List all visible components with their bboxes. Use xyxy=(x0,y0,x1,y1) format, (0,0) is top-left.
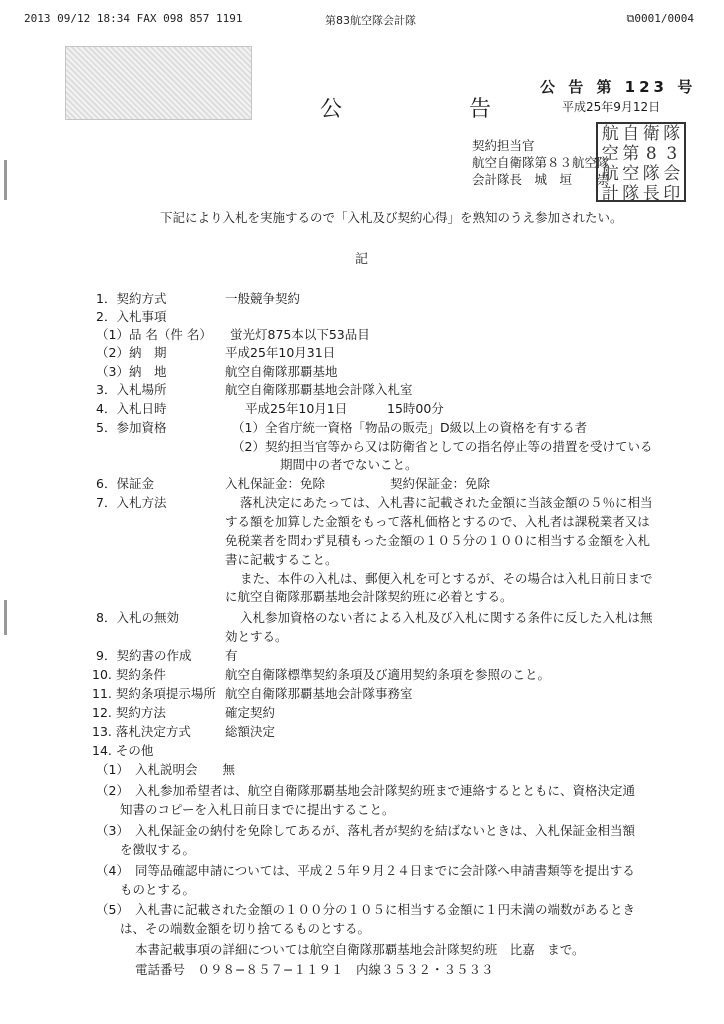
item-label: 12. 契約方法 xyxy=(92,705,166,720)
sub-item-label: （2）納 期 xyxy=(96,345,167,360)
item-value: 入札保証金：免除 xyxy=(225,476,326,491)
item-value: （1）全省庁統一資格「物品の販売」D級以上の資格を有する者 xyxy=(232,420,588,435)
item-value: 書に記載すること。 xyxy=(225,552,338,567)
seal-char: 会 xyxy=(663,164,681,184)
item-value: 蛍光灯875本以下53品目 xyxy=(230,327,370,342)
item-value: する額を加算した金額をもって落札価格とするので、入札者は課税業者又は xyxy=(225,514,650,529)
item-label: 7．入札方法 xyxy=(96,495,167,510)
list-number: （5） xyxy=(96,902,129,917)
item-value: 総額決定 xyxy=(225,724,276,739)
item-value: （2）契約担当官等から又は防衛省としての指名停止等の措置を受けている xyxy=(232,439,653,454)
page-title: 公 告 xyxy=(320,97,551,122)
item-value: また、本件の入札は、郵便入札を可とするが、その場合は入札日前日まで xyxy=(240,571,653,586)
intro-text: 下記により入札を実施するので「入札及び契約心得」を熟知のうえ参加されたい。 xyxy=(160,210,623,225)
item-label: 8．入札の無効 xyxy=(96,610,179,625)
item-label: 6．保証金 xyxy=(96,476,154,491)
sub-item-label: （3）納 地 xyxy=(96,364,167,379)
item-value: 航空自衛隊那覇基地 xyxy=(225,364,338,379)
seal-char: 隊 xyxy=(663,124,681,144)
item-value: 入札参加資格のない者による入札及び入札に関する条件に反した入札は無 xyxy=(240,610,653,625)
list-item: 知書のコピーを入札日前日までに提出すること。 xyxy=(120,802,395,817)
fax-timestamp: 2013 09/12 18:34 FAX 098 857 1191 xyxy=(24,12,243,25)
list-item: 入札参加希望者は、航空自衛隊那覇基地会計隊契約班まで連絡するとともに、資格決定通 xyxy=(135,783,636,798)
item-value: 航空自衛隊那覇基地会計隊入札室 xyxy=(225,382,413,397)
item-label: 10. 契約条件 xyxy=(92,667,166,682)
item-value: 平成25年10月1日 xyxy=(245,401,348,416)
seal-char: 衛 xyxy=(642,124,660,144)
item-value: に航空自衛隊那覇基地会計隊契約班に必着とする。 xyxy=(225,589,513,604)
item-value: 航空自衛隊那覇基地会計隊事務室 xyxy=(225,686,413,701)
seal-char: 第 xyxy=(622,144,640,164)
item-value: 平成25年10月31日 xyxy=(225,345,336,360)
seal-char: 航 xyxy=(601,164,619,184)
seal-char: 長 xyxy=(642,184,660,204)
item-label: 1．契約方式 xyxy=(96,291,167,306)
seal-char: 空 xyxy=(622,164,640,184)
item-label: 11. 契約条項提示場所 xyxy=(92,686,216,701)
notice-number: 公 告 第 123 号 xyxy=(540,78,697,96)
item-label: 13. 落札決定方式 xyxy=(92,724,191,739)
section-marker: 記 xyxy=(355,252,369,267)
phone-line: 電話番号 ０９８−８５７−１１９１ 内線３５３２・３５３３ xyxy=(135,962,494,977)
seal-char: 隊 xyxy=(642,164,660,184)
list-item: 入札書に記載された金額の１００分の１０５に相当する金額に１円未満の端数があるとき xyxy=(135,902,636,917)
item-value: 15時00分 xyxy=(387,401,444,416)
sub-item-label: （1）品 名（件 名） xyxy=(96,327,212,342)
seal-char: 計 xyxy=(601,184,619,204)
list-item: 入札保証金の納付を免除してあるが、落札者が契約を結ばないときは、入札保証金相当額 xyxy=(135,823,636,838)
item-label: 14. その他 xyxy=(92,743,154,758)
list-item: ものとする。 xyxy=(120,882,196,897)
item-value: 確定契約 xyxy=(225,705,276,720)
seal-char: 隊 xyxy=(622,184,640,204)
fax-sender: 第83航空隊会計隊 xyxy=(325,14,416,27)
item-label: 4．入札日時 xyxy=(96,401,167,416)
fax-page-count: ⧉0001/0004 xyxy=(626,12,694,25)
list-number: （1） xyxy=(96,762,129,777)
seal-char: 印 xyxy=(663,184,681,204)
list-item: 入札説明会 無 xyxy=(135,762,236,777)
item-value: 一般競争契約 xyxy=(225,291,301,306)
item-value: 免税業者を問わず見積もった金額の１０５分の１００に相当する金額を入札 xyxy=(225,533,651,548)
item-label: 2．入札事項 xyxy=(96,309,167,324)
list-number: （2） xyxy=(96,783,129,798)
seal-char: 3 xyxy=(666,144,678,164)
notice-date: 平成25年9月12日 xyxy=(562,100,661,114)
list-number: （3） xyxy=(96,823,129,838)
list-number: （4） xyxy=(96,863,129,878)
item-label: 3．入札場所 xyxy=(96,382,167,397)
item-label: 9．契約書の作成 xyxy=(96,648,192,663)
item-value: 効とする。 xyxy=(225,629,288,644)
signer-unit: 航空自衛隊第８３航空隊 xyxy=(472,155,610,170)
contact-line: 本書記載事項の詳細については航空自衛隊那覇基地会計隊契約班 比嘉 まで。 xyxy=(135,942,585,957)
list-item: 同等品確認申請については、平成２５年９月２４日までに会計隊へ申請書類等を提出する xyxy=(135,863,635,878)
signer-role: 契約担当官 xyxy=(472,138,535,153)
item-value: 航空自衛隊標準契約条項及び適用契約条項を参照のこと。 xyxy=(225,667,551,682)
item-value: 契約保証金：免除 xyxy=(390,476,491,491)
item-value: 有 xyxy=(225,648,238,663)
item-value: 落札決定にあたっては、入札書に記載された金額に当該金額の５％に相当 xyxy=(240,495,653,510)
item-value: 期間中の者でないこと。 xyxy=(280,457,418,472)
seal-char: 自 xyxy=(622,124,640,144)
list-item: は、その端数金額を切り捨てるものとする。 xyxy=(120,921,371,936)
list-item: を徴収する。 xyxy=(120,842,196,857)
signer-name: 会計隊長 城 垣 崇 xyxy=(472,172,610,187)
seal-char: 航 xyxy=(601,124,619,144)
seal-char: 8 xyxy=(645,144,657,164)
seal-char: 空 xyxy=(601,144,619,164)
item-label: 5．参加資格 xyxy=(96,420,167,435)
